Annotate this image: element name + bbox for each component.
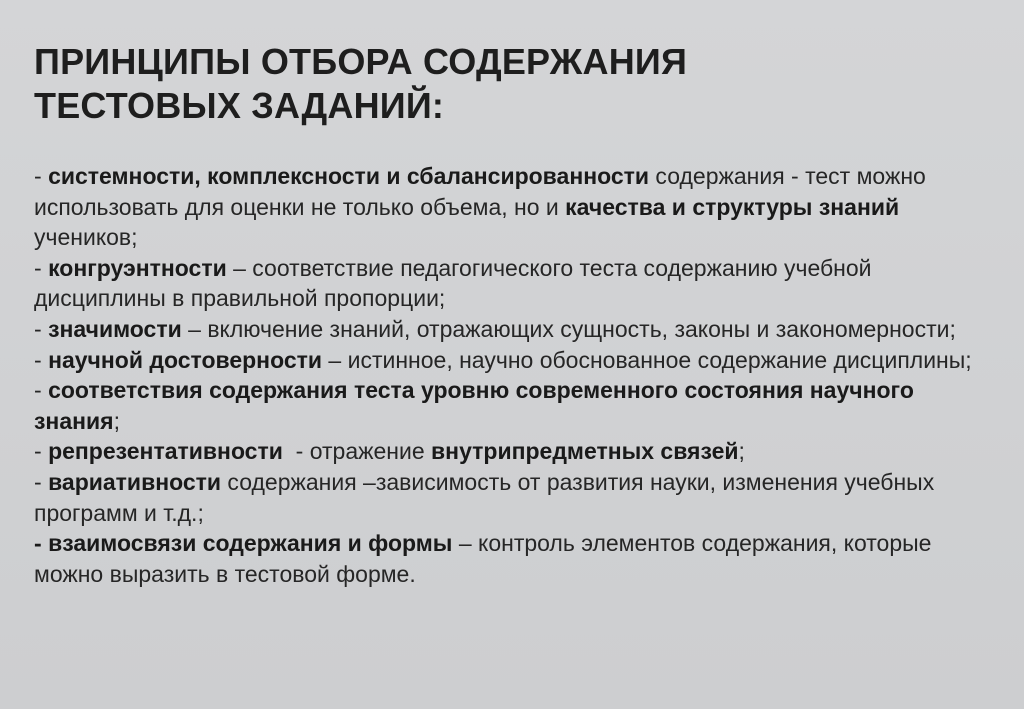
principle-term: вариативности	[48, 468, 222, 495]
bullet-dash: -	[34, 377, 49, 404]
title-line-1: ПРИНЦИПЫ ОТБОРА СОДЕРЖАНИЯ	[34, 41, 688, 82]
bullet-dash: -	[34, 163, 49, 189]
principle-text: – истинное, научно обоснованное содержание дисциплины;	[322, 346, 972, 373]
title-line-2: ТЕСТОВЫХ ЗАДАНИЙ:	[34, 85, 445, 126]
principle-representativeness	[34, 436, 1004, 467]
principle-text: ;	[113, 407, 120, 434]
principle-text: – включение знаний, отражающих сущность, законы и закономерности;	[181, 315, 956, 342]
principle-term: соответствия содержания теста уровню современного состояния научного знания	[34, 377, 914, 434]
principle-term-2: качества и структуры знаний	[565, 193, 900, 220]
principle-text-2: ;	[738, 438, 745, 465]
principle-text: – контроль элементов содержания, которые можно выразить в тестовой форме.	[34, 530, 932, 587]
principle-congruence	[34, 253, 1004, 314]
principle-text: - отражение	[282, 438, 432, 465]
bullet-dash: -	[34, 530, 49, 557]
principle-text: содержания –зависимость от развития науки, изменения учебных программ и т.д.;	[34, 468, 935, 526]
principle-text: содержания - тест можно использовать для оценки не только объема, но и	[34, 163, 926, 220]
bullet-dash: -	[34, 315, 49, 342]
principle-variability	[34, 467, 1004, 528]
principle-term: значимости	[48, 315, 182, 342]
bullet-dash: -	[34, 468, 49, 495]
slide-title	[34, 40, 687, 128]
principle-term: научной достоверности	[48, 346, 323, 373]
principle-term: репрезентативности	[48, 438, 283, 465]
principle-scientific-validity	[34, 345, 1004, 376]
principle-term: взаимосвязи содержания и формы	[48, 530, 453, 557]
principle-significance	[34, 314, 1004, 345]
principle-text-2: учеников;	[34, 224, 138, 251]
bullet-dash: -	[34, 438, 49, 465]
principle-text: – соответствие педагогического теста содержанию учебной дисциплины в правильной пропорции;	[34, 254, 872, 312]
principle-term: системности, комплексности и сбалансированности	[48, 163, 650, 189]
principle-term-2: внутрипредметных связей	[431, 438, 739, 465]
principle-modern-knowledge	[34, 375, 1004, 436]
principles-list	[34, 161, 1004, 589]
bullet-dash: -	[34, 254, 49, 281]
principle-content-form	[34, 528, 1004, 589]
bullet-dash: -	[34, 346, 49, 373]
principle-systemic	[34, 161, 1004, 253]
principle-term: конгруэнтности	[48, 254, 227, 281]
